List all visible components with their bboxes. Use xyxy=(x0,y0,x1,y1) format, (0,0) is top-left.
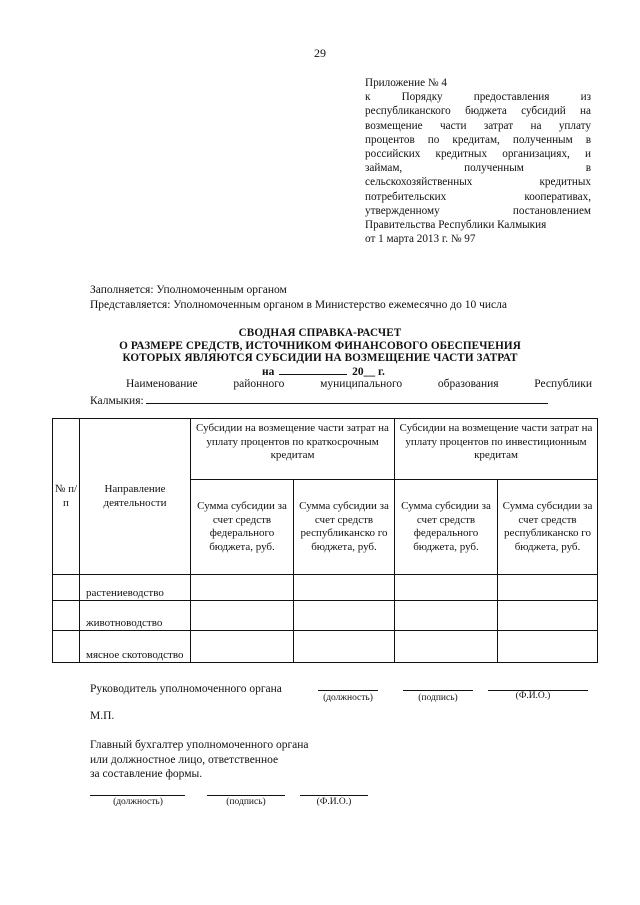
signature-line xyxy=(403,690,473,691)
fio-caption: (Ф.И.О.) xyxy=(515,691,551,701)
date-line xyxy=(262,364,385,378)
filled-by: Заполняется: Уполномоченным органом xyxy=(90,284,287,296)
table-cell xyxy=(498,631,598,663)
subsidy-table xyxy=(52,418,598,663)
head-signature-label: Руководитель уполномоченного органа xyxy=(90,683,282,695)
date-year: 20__ г. xyxy=(352,366,385,378)
accountant-line: или должностное лицо, ответственное xyxy=(90,753,279,766)
appendix-line: к Порядку предоставления из xyxy=(365,91,591,104)
position-caption: (должность) xyxy=(323,693,373,703)
fio-caption: (Ф.И.О.) xyxy=(316,797,352,807)
position-line xyxy=(318,690,378,691)
sub-republic-invest: Сумма субсидии за счет средств республиканско го бюджета, руб. xyxy=(498,480,598,575)
table-cell xyxy=(53,601,80,631)
municipality-line xyxy=(90,377,592,409)
appendix-line: от 1 марта 2013 г. № 97 xyxy=(365,233,476,246)
appendix-line: сельскохозяйственных кредитных xyxy=(365,176,591,189)
position-line xyxy=(90,795,185,796)
appendix-line: возмещение части затрат на уплату xyxy=(365,119,591,132)
appendix-title: Приложение № 4 xyxy=(365,77,447,89)
signature-caption: (подпись) xyxy=(418,693,458,703)
fio-line xyxy=(300,795,368,796)
title-line-3: КОТОРЫХ ЯВЛЯЮТСЯ СУБСИДИИ НА ВОЗМЕЩЕНИЕ ЧАСТИ ЗАТРАТ xyxy=(122,352,518,364)
appendix-line: займам, полученным в xyxy=(365,162,591,175)
appendix-line: республиканского бюджета субсидий на xyxy=(365,105,591,118)
sub-republic-short: Сумма субсидии за счет средств республиканско го бюджета, руб. xyxy=(294,480,395,575)
submitted-by: Представляется: Уполномоченным органом в Министерство ежемесячно до 10 числа xyxy=(90,299,507,311)
appendix-line: российских кредитных организациях, и xyxy=(365,148,591,161)
row-label: мясное скотоводство xyxy=(80,631,191,663)
fill-instructions xyxy=(90,283,507,313)
sub-federal-invest: Сумма субсидии за счет средств федерального бюджета, руб. xyxy=(395,480,498,575)
table-cell xyxy=(395,575,498,601)
signature-line xyxy=(207,795,285,796)
date-blank xyxy=(279,364,347,375)
row-label: растениеводство xyxy=(80,575,191,601)
municipality-label: Наименование районного муниципального образования Республики xyxy=(126,378,592,390)
table-cell xyxy=(395,631,498,663)
table-row xyxy=(53,631,598,663)
group-investment-header: Субсидии на возмещение части затрат на уплату процентов по инвестиционным кредитам xyxy=(395,419,598,480)
title-line-1: СВОДНАЯ СПРАВКА-РАСЧЕТ xyxy=(238,327,402,339)
table-cell xyxy=(191,575,294,601)
table-cell xyxy=(294,601,395,631)
table-cell xyxy=(498,575,598,601)
table-cell xyxy=(294,631,395,663)
appendix-line: утвержденному постановлением xyxy=(365,204,591,217)
municipality-label-2: Калмыкия: xyxy=(90,395,144,407)
col-direction-header: Направление деятельности xyxy=(80,419,191,575)
accountant-line: Главный бухгалтер уполномоченного органа xyxy=(90,739,309,751)
municipality-blank xyxy=(146,392,548,404)
title-line-2: О РАЗМЕРЕ СРЕДСТВ, ИСТОЧНИКОМ ФИНАНСОВОГО ОБЕСПЕЧЕНИЯ xyxy=(119,339,521,352)
date-prefix: на xyxy=(262,366,275,378)
group-short-term-header: Субсидии на возмещение части затрат на уплату процентов по краткосрочным кредитам xyxy=(191,419,395,480)
col-num-header: № п/п xyxy=(53,419,80,575)
sub-federal-short: Сумма субсидии за счет средств федерального бюджета, руб. xyxy=(191,480,294,575)
document-title xyxy=(0,327,640,365)
appendix-header xyxy=(365,76,591,246)
accountant-line: за составление формы. xyxy=(90,768,203,780)
position-caption: (должность) xyxy=(113,797,163,807)
table-cell xyxy=(191,631,294,663)
table-cell xyxy=(53,631,80,663)
table-row xyxy=(53,601,598,631)
accountant-label xyxy=(90,738,309,782)
appendix-line: процентов по кредитам, полученным в xyxy=(365,133,591,146)
stamp-mark: М.П. xyxy=(90,710,115,722)
signature-caption: (подпись) xyxy=(226,797,266,807)
table-cell xyxy=(191,601,294,631)
table-cell xyxy=(294,575,395,601)
appendix-line: Правительства Республики Калмыкия xyxy=(365,219,547,232)
page-number: 29 xyxy=(314,46,326,60)
table-row xyxy=(53,575,598,601)
row-label: животноводство xyxy=(80,601,191,631)
table-cell xyxy=(498,601,598,631)
table-cell xyxy=(395,601,498,631)
appendix-line: потребительских кооперативах, xyxy=(365,190,591,203)
table-cell xyxy=(53,575,80,601)
